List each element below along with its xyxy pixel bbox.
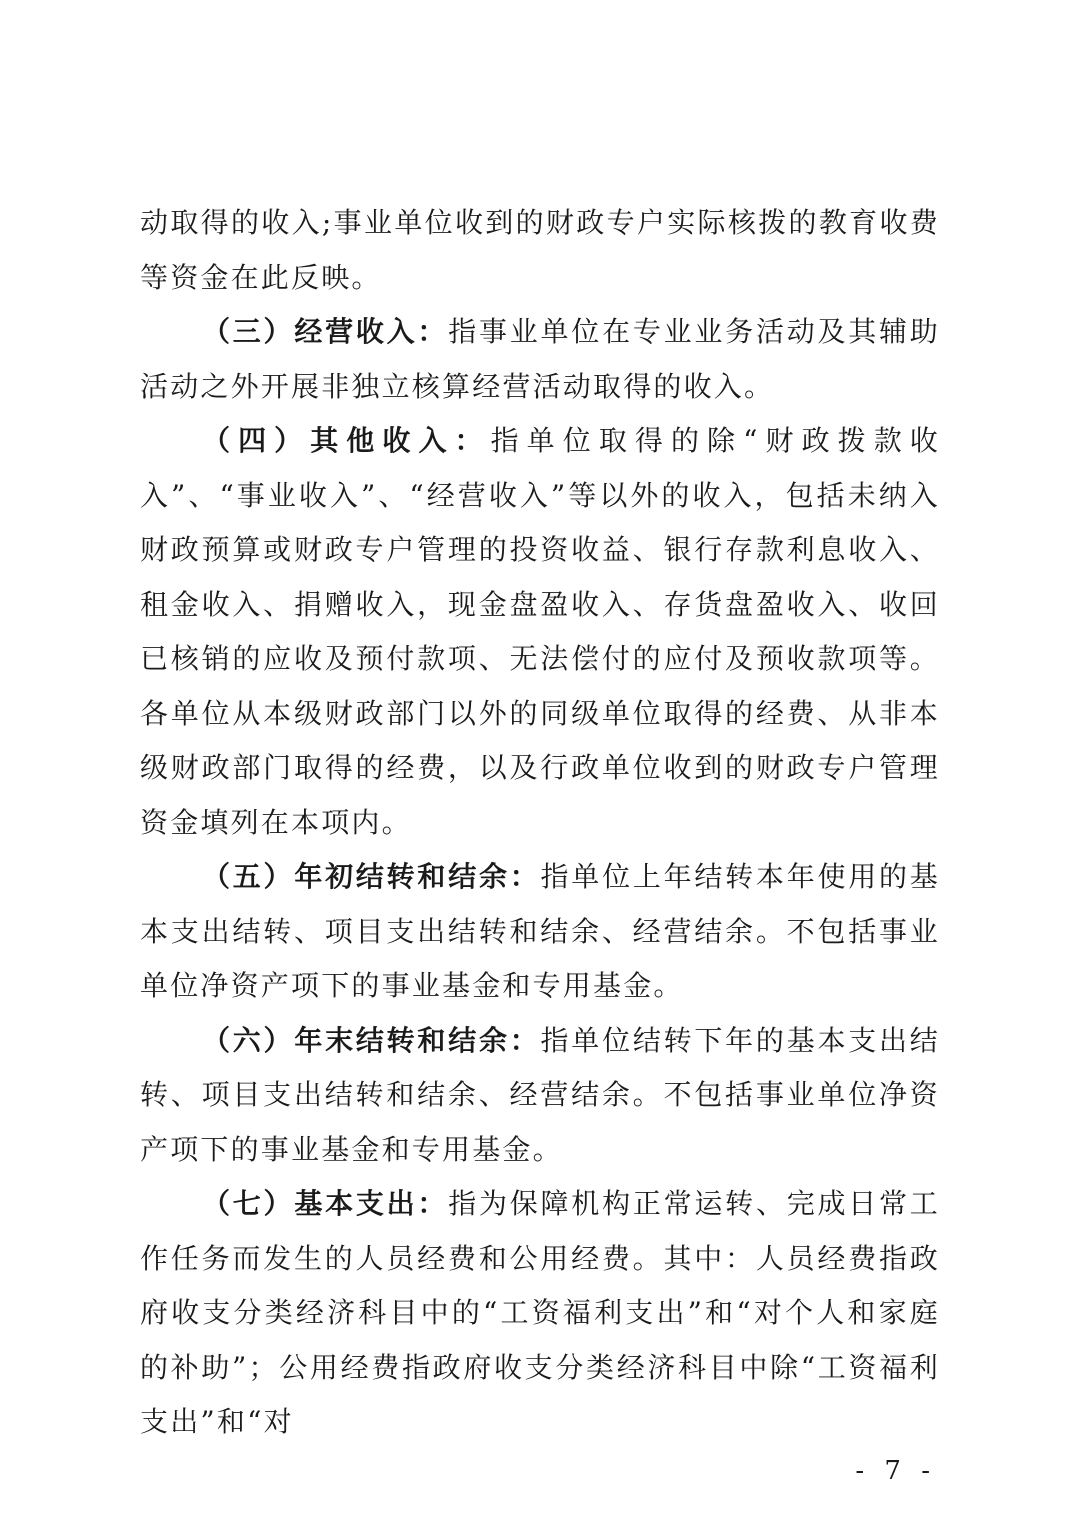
paragraph-closing-balance bbox=[140, 1014, 940, 1178]
paragraph-term: （四）其他收入： bbox=[202, 424, 491, 457]
paragraph-operating-income bbox=[140, 305, 940, 414]
document-body bbox=[140, 196, 940, 1450]
paragraph-text: 指单位取得的除“财政拨款收入”、“事业收入”、“经营收入”等以外的收入，包括未纳入财政预算或财政专户管理的投资收益、银行存款利息收入、租金收入、捐赠收入，现金盘盈收入、存货盘盈收入、收回已核销的应收及预付款项、无法偿付的应付及预收款项等。各单位从本级财政部门以外的同级单位取得的经费、从非本级财政部门取得的经费，以及行政单位收到的财政专户管理资金填列在本项内。 bbox=[140, 424, 940, 839]
paragraph-text: 指事业单位在专业业务活动及其辅助活动之外开展非独立核算经营活动取得的收入。 bbox=[140, 315, 941, 403]
paragraph-term: （六）年末结转和结余： bbox=[202, 1023, 541, 1057]
paragraph-text: 指单位上年结转本年使用的基本支出结转、项目支出结转和结余、经营结余。不包括事业单位净资产项下的事业基金和专用基金。 bbox=[140, 860, 940, 1002]
paragraph-text: 指单位结转下年的基本支出结转、项目支出结转和结余、经营结余。不包括事业单位净资产项下的事业基金和专用基金。 bbox=[140, 1023, 940, 1166]
paragraph-opening-balance bbox=[140, 850, 940, 1014]
paragraph-term: （七）基本支出： bbox=[202, 1187, 449, 1220]
paragraph-text: 动取得的收入;事业单位收到的财政专户实际核拨的教育收费等资金在此反映。 bbox=[140, 206, 940, 294]
paragraph-other-income bbox=[140, 414, 940, 850]
page-number: - 7 - bbox=[855, 1456, 936, 1486]
paragraph-term: （五）年初结转和结余： bbox=[202, 860, 541, 893]
paragraph-term: （三）经营收入： bbox=[202, 315, 449, 348]
paragraph-text: 指为保障机构正常运转、完成日常工作任务而发生的人员经费和公用经费。其中：人员经费指政府收支分类经济科目中的“工资福利支出”和“对个人和家庭的补助”；公用经费指政府收支分类经济科目中除“工资福利支出”和“对 bbox=[140, 1187, 941, 1438]
paragraph-continuation bbox=[140, 196, 940, 305]
paragraph-basic-expenditure bbox=[140, 1177, 940, 1450]
